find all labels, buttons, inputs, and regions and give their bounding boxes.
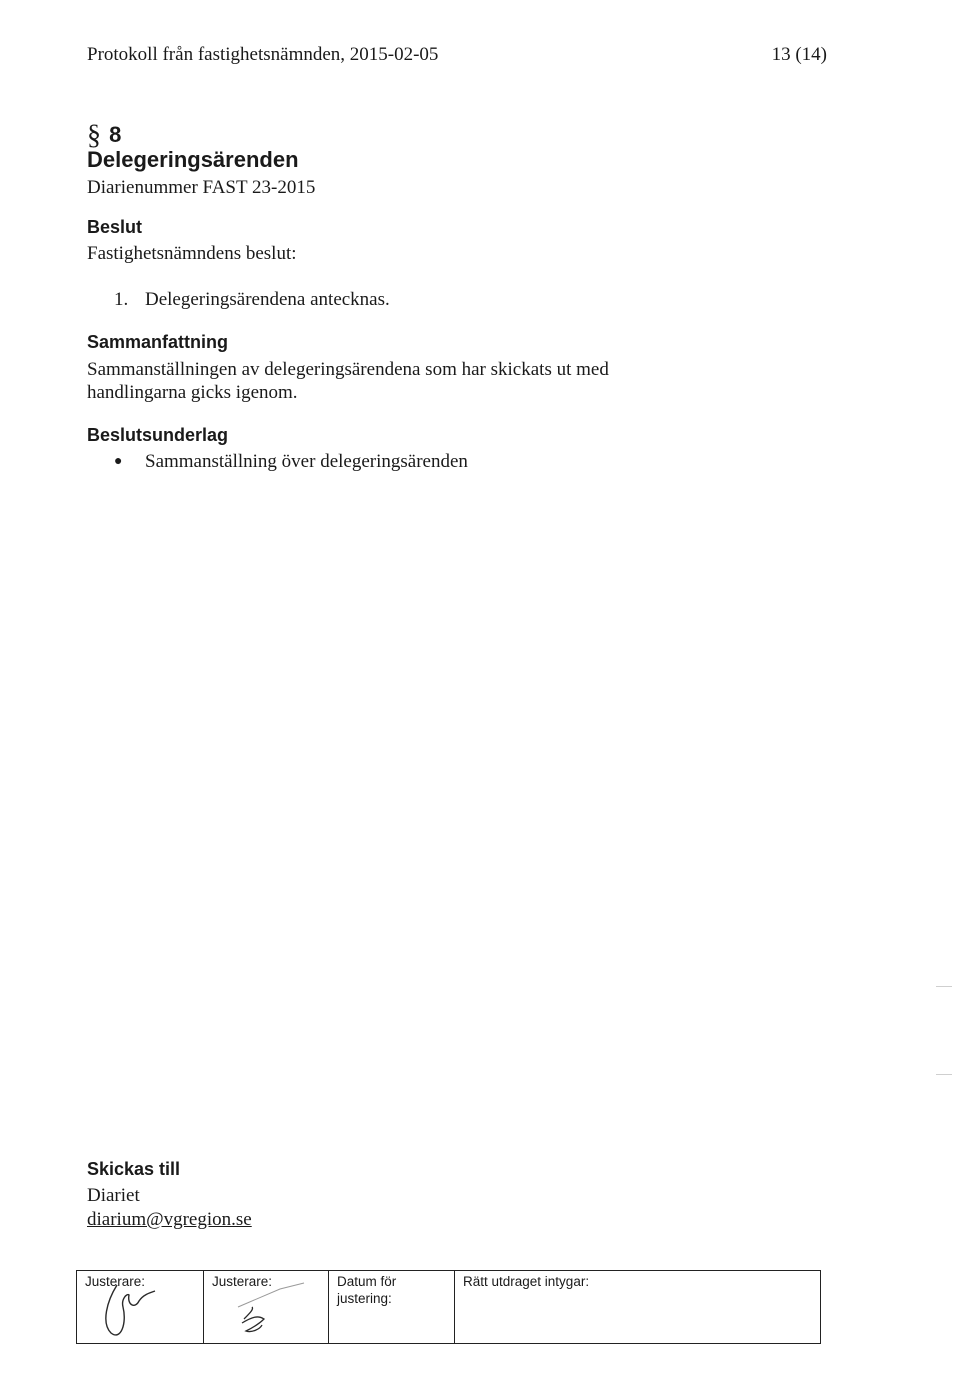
signature-cell-justerare-2 bbox=[204, 1271, 329, 1343]
list-item bbox=[114, 289, 390, 311]
signature-table bbox=[76, 1270, 821, 1344]
list-item-text: Sammanställning över delegeringsärenden bbox=[145, 451, 468, 472]
list-item bbox=[114, 451, 468, 473]
section-number: 8 bbox=[109, 122, 122, 147]
skickas-till-heading: Skickas till bbox=[87, 1159, 181, 1179]
scan-artifact bbox=[936, 1074, 952, 1075]
diarienummer: Diarienummer FAST 23-2015 bbox=[87, 177, 316, 198]
signature-cell-datum bbox=[329, 1271, 455, 1343]
paragraph-number bbox=[87, 118, 121, 150]
list-item-text: Delegeringsärendena antecknas. bbox=[145, 289, 390, 310]
scan-artifact bbox=[936, 986, 952, 987]
list-item-number: 1. bbox=[114, 289, 129, 310]
recipient: Diariet bbox=[87, 1185, 140, 1206]
handwritten-signature-1 bbox=[77, 1271, 204, 1343]
sammanfattning-text: Sammanställningen av delegeringsärendena som har skickats ut med handlingarna gicks igenom. bbox=[87, 359, 609, 403]
sammanfattning-heading: Sammanfattning bbox=[87, 332, 229, 352]
beslut-heading: Beslut bbox=[87, 217, 143, 237]
page-header bbox=[87, 44, 827, 66]
signature-cell-label: Rätt utdraget intygar: bbox=[463, 1274, 590, 1289]
beslutsunderlag-heading: Beslutsunderlag bbox=[87, 425, 229, 445]
signature-cell-label: Datum för justering: bbox=[337, 1274, 397, 1306]
bullet-icon: ● bbox=[114, 454, 123, 469]
handwritten-signature-2 bbox=[204, 1271, 329, 1343]
section-symbol: § bbox=[87, 120, 101, 151]
signature-cell-justerare-1 bbox=[77, 1271, 204, 1343]
signature-cell-label: Justerare: bbox=[85, 1274, 146, 1289]
page-title: Delegeringsärenden bbox=[87, 147, 299, 172]
signature-cell-label: Justerare: bbox=[212, 1274, 273, 1289]
header-page-number: 13 (14) bbox=[771, 44, 827, 65]
signature-cell-intygar bbox=[455, 1271, 820, 1343]
recipient-email-link[interactable]: diarium@vgregion.se bbox=[87, 1209, 252, 1230]
header-protocol-title: Protokoll från fastighetsnämnden, 2015-02-05 bbox=[87, 44, 439, 65]
beslut-intro: Fastighetsnämndens beslut: bbox=[87, 243, 297, 264]
